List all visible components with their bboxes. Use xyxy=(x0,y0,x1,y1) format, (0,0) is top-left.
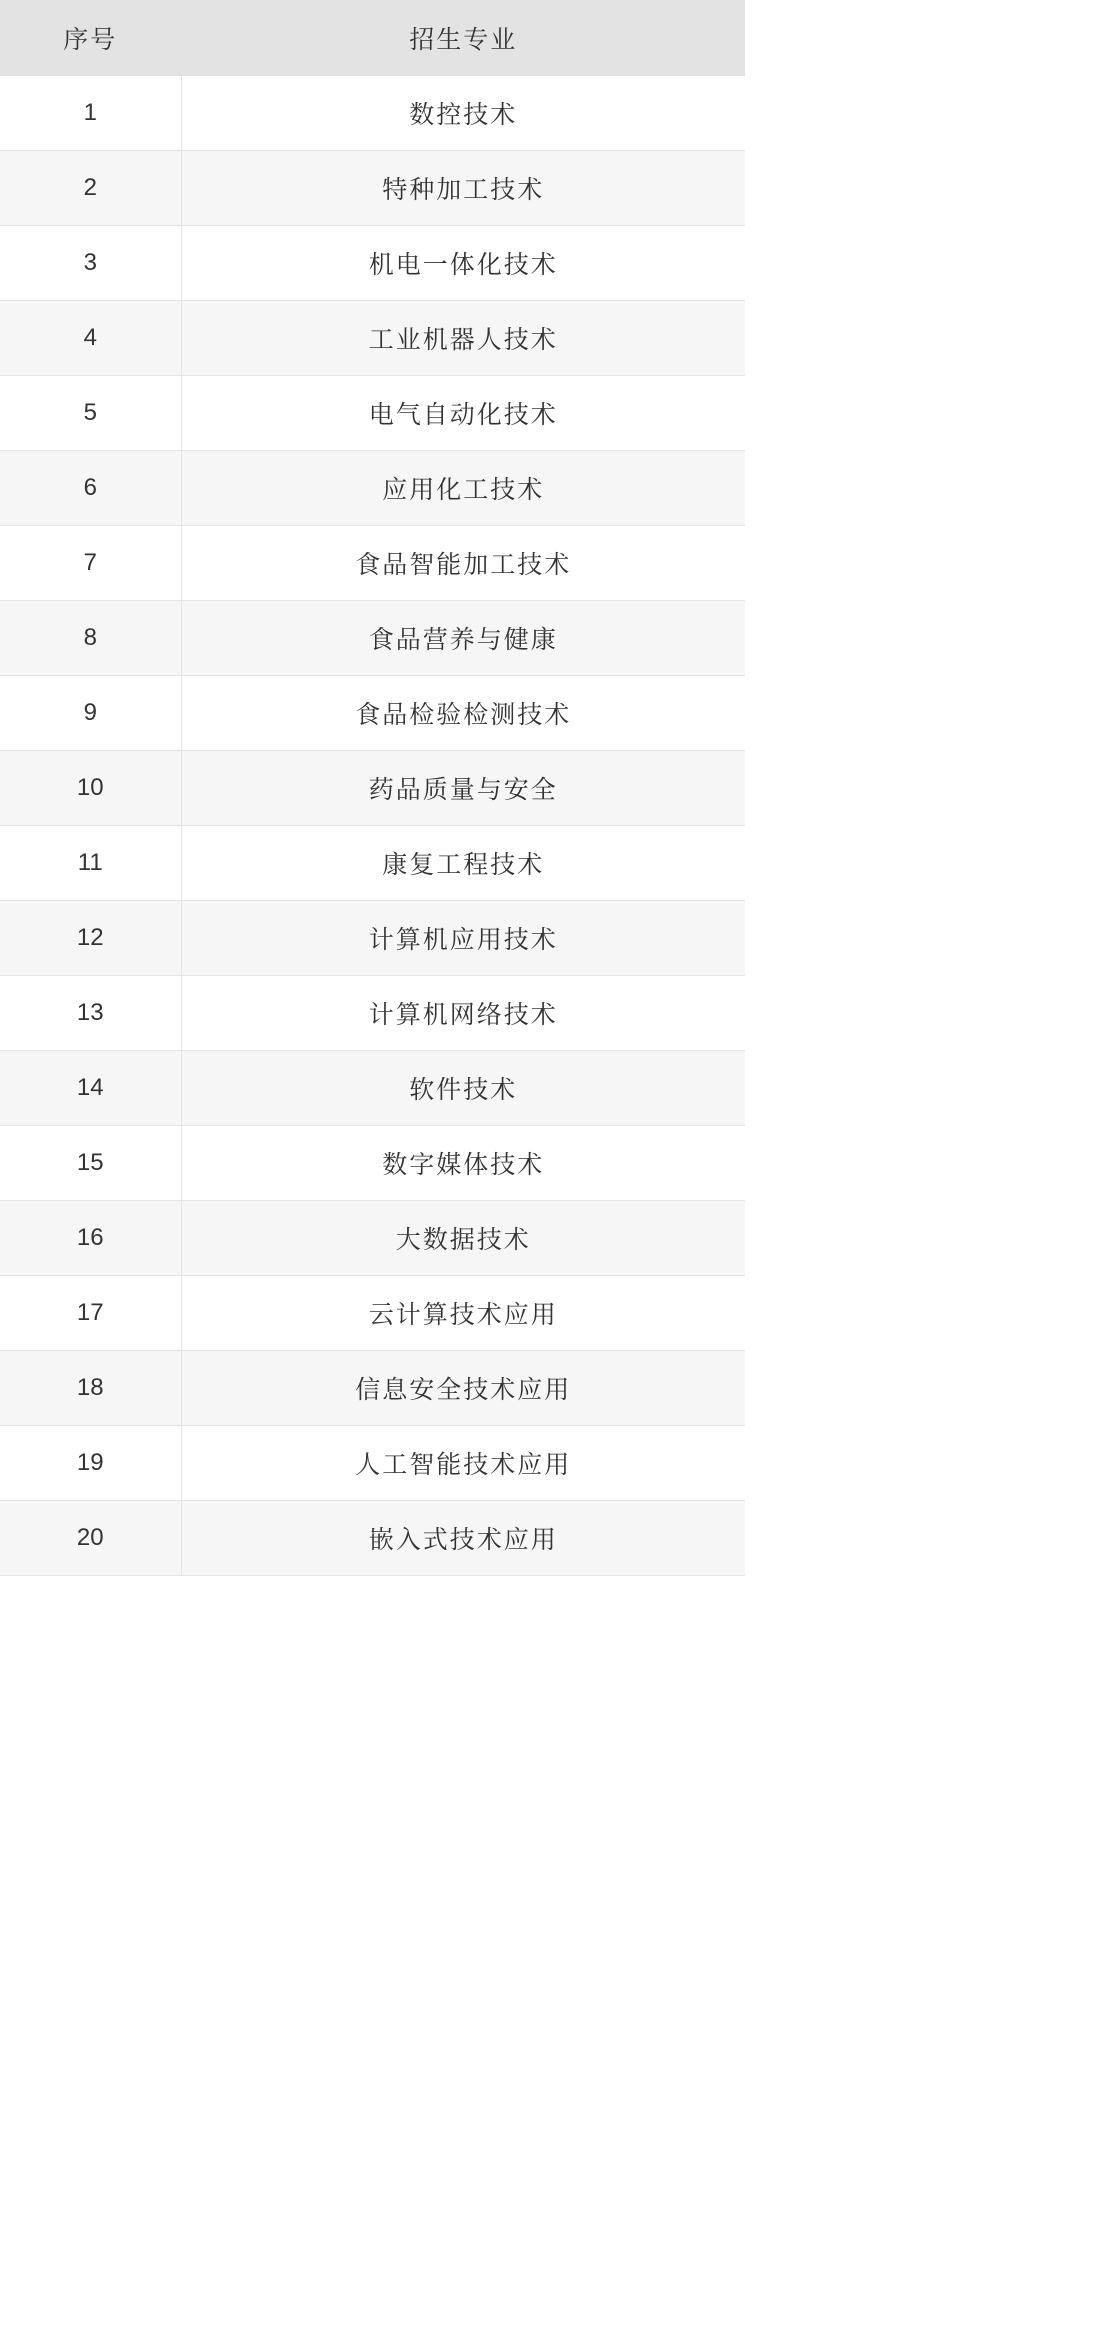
cell-index: 4 xyxy=(0,301,181,376)
cell-index: 20 xyxy=(0,1501,181,1576)
cell-major: 软件技术 xyxy=(181,1051,745,1126)
table-row xyxy=(0,676,745,751)
cell-index: 8 xyxy=(0,601,181,676)
majors-table xyxy=(0,0,745,1576)
cell-major: 电气自动化技术 xyxy=(181,376,745,451)
table-row xyxy=(0,826,745,901)
table-row xyxy=(0,601,745,676)
table-row xyxy=(0,751,745,826)
cell-index: 18 xyxy=(0,1351,181,1426)
cell-major: 应用化工技术 xyxy=(181,451,745,526)
table-row xyxy=(0,376,745,451)
cell-major: 计算机网络技术 xyxy=(181,976,745,1051)
cell-major: 机电一体化技术 xyxy=(181,226,745,301)
cell-index: 13 xyxy=(0,976,181,1051)
cell-major: 食品检验检测技术 xyxy=(181,676,745,751)
table-row xyxy=(0,901,745,976)
cell-major: 信息安全技术应用 xyxy=(181,1351,745,1426)
cell-index: 17 xyxy=(0,1276,181,1351)
table-row xyxy=(0,1201,745,1276)
table-row xyxy=(0,1051,745,1126)
table-header xyxy=(0,1,745,76)
cell-index: 14 xyxy=(0,1051,181,1126)
table-row xyxy=(0,1276,745,1351)
table-row xyxy=(0,1426,745,1501)
column-header-major: 招生专业 xyxy=(181,1,745,76)
cell-major: 数字媒体技术 xyxy=(181,1126,745,1201)
table-row xyxy=(0,151,745,226)
cell-major: 药品质量与安全 xyxy=(181,751,745,826)
majors-table-container xyxy=(0,0,745,1576)
table-row xyxy=(0,451,745,526)
cell-index: 9 xyxy=(0,676,181,751)
cell-index: 1 xyxy=(0,76,181,151)
cell-index: 15 xyxy=(0,1126,181,1201)
cell-major: 康复工程技术 xyxy=(181,826,745,901)
table-row xyxy=(0,301,745,376)
cell-major: 嵌入式技术应用 xyxy=(181,1501,745,1576)
cell-index: 5 xyxy=(0,376,181,451)
cell-major: 食品智能加工技术 xyxy=(181,526,745,601)
table-row xyxy=(0,226,745,301)
cell-index: 3 xyxy=(0,226,181,301)
cell-index: 7 xyxy=(0,526,181,601)
table-body xyxy=(0,76,745,1576)
table-row xyxy=(0,1351,745,1426)
table-row xyxy=(0,1126,745,1201)
cell-index: 12 xyxy=(0,901,181,976)
cell-index: 2 xyxy=(0,151,181,226)
table-header-row xyxy=(0,1,745,76)
cell-index: 6 xyxy=(0,451,181,526)
cell-index: 11 xyxy=(0,826,181,901)
cell-index: 19 xyxy=(0,1426,181,1501)
cell-major: 大数据技术 xyxy=(181,1201,745,1276)
cell-major: 人工智能技术应用 xyxy=(181,1426,745,1501)
column-header-index: 序号 xyxy=(0,1,181,76)
cell-major: 计算机应用技术 xyxy=(181,901,745,976)
table-row xyxy=(0,76,745,151)
table-row xyxy=(0,1501,745,1576)
cell-index: 10 xyxy=(0,751,181,826)
cell-major: 工业机器人技术 xyxy=(181,301,745,376)
cell-index: 16 xyxy=(0,1201,181,1276)
cell-major: 数控技术 xyxy=(181,76,745,151)
cell-major: 特种加工技术 xyxy=(181,151,745,226)
cell-major: 食品营养与健康 xyxy=(181,601,745,676)
cell-major: 云计算技术应用 xyxy=(181,1276,745,1351)
table-row xyxy=(0,976,745,1051)
table-row xyxy=(0,526,745,601)
